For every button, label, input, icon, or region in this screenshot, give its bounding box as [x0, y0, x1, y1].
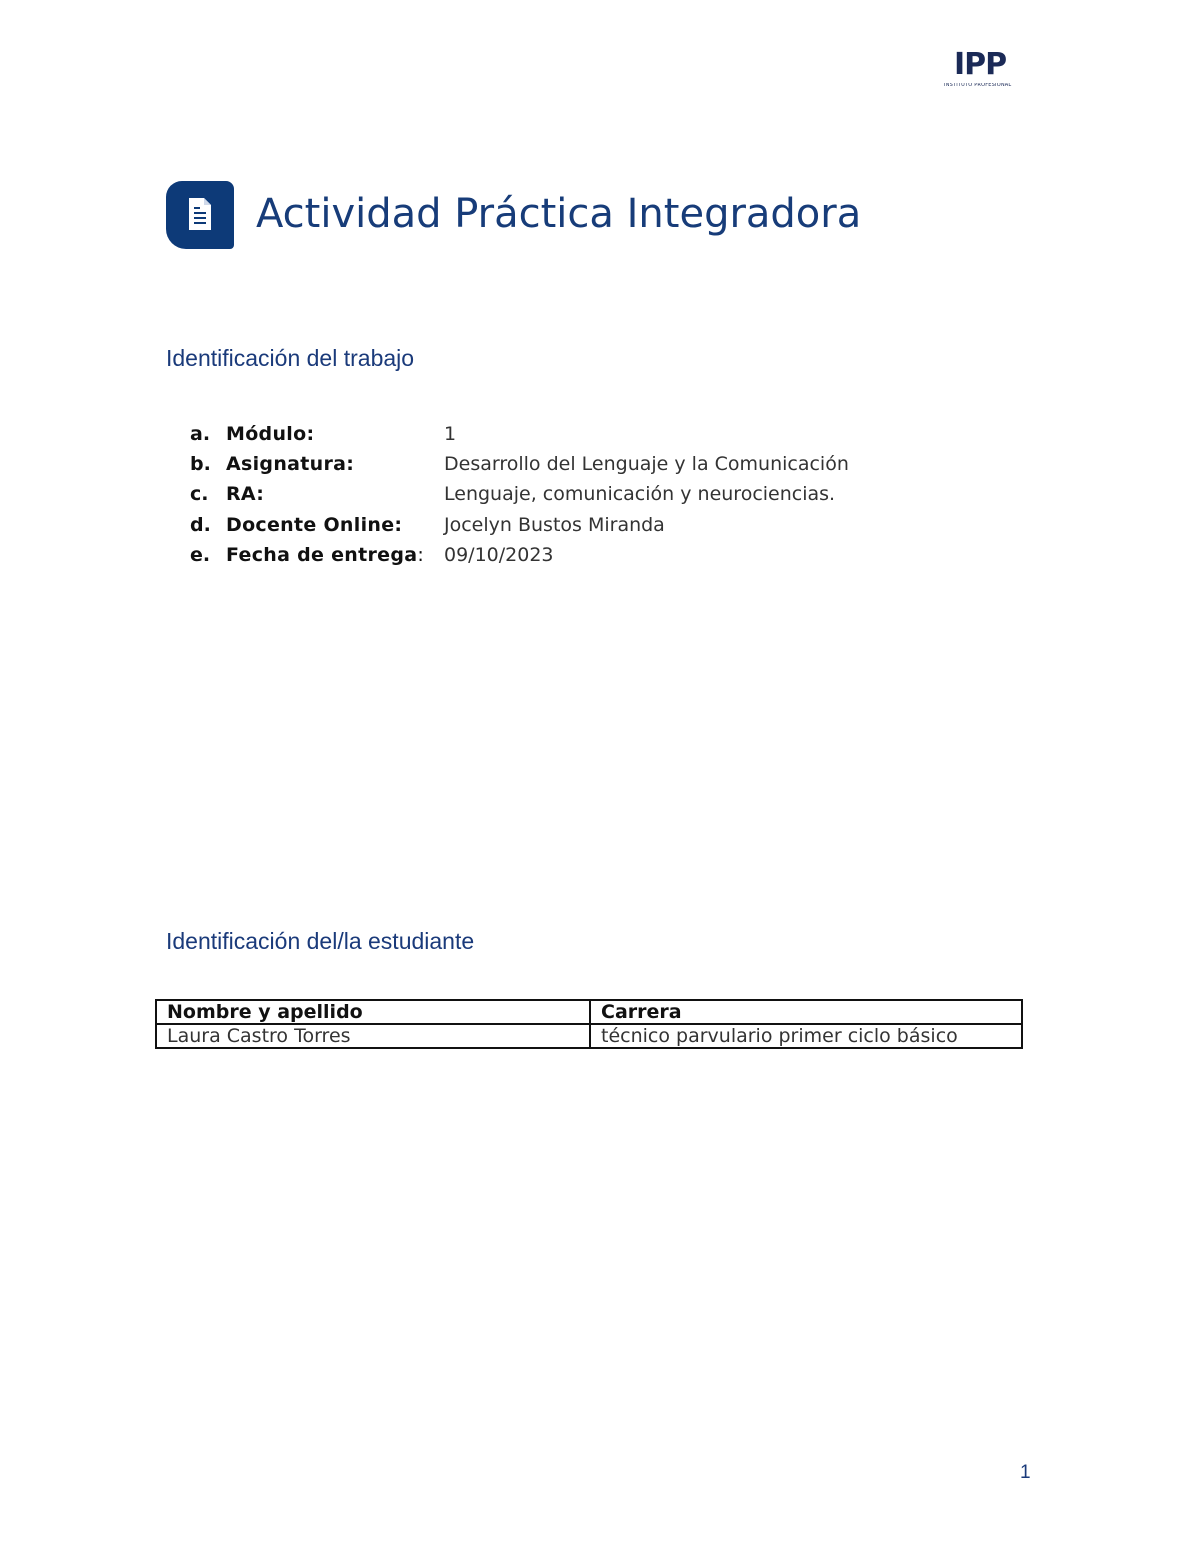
table-cell-career: técnico parvulario primer ciclo básico [590, 1024, 1022, 1048]
list-value: 09/10/2023 [444, 543, 554, 566]
table-header-career: Carrera [590, 1000, 1022, 1024]
table-cell-name: Laura Castro Torres [156, 1024, 590, 1048]
table-header-row [156, 1000, 1022, 1024]
list-letter: b. [190, 453, 211, 476]
work-identification-list [190, 419, 990, 570]
list-label-text: Fecha de entrega [226, 543, 418, 566]
list-item [190, 510, 990, 540]
list-label: Asignatura: [226, 453, 355, 476]
student-identification-heading: Identificación del/la estudiante [166, 928, 475, 954]
document-title: Actividad Práctica Integradora [256, 191, 862, 237]
list-item [190, 479, 990, 509]
list-label: RA: [226, 483, 265, 506]
list-item [190, 540, 990, 570]
list-value: Jocelyn Bustos Miranda [444, 513, 665, 536]
ipp-logo [940, 48, 1020, 92]
table-row [156, 1024, 1022, 1048]
list-letter: e. [190, 543, 211, 566]
list-label: Módulo: [226, 423, 315, 445]
logo-subtext: INSTITUTO PROFESIONAL [944, 83, 1012, 88]
document-icon [166, 181, 234, 249]
list-value: Desarrollo del Lenguaje y la Comunicación [444, 453, 849, 476]
list-label-suffix: : [417, 543, 425, 566]
work-identification-heading: Identificación del trabajo [166, 345, 415, 371]
page-number: 1 [1020, 1462, 1031, 1483]
list-value: 1 [444, 423, 457, 445]
list-label [226, 540, 424, 570]
logo-text: IPP [954, 47, 1007, 82]
student-table [155, 999, 1023, 1049]
table-header-name: Nombre y apellido [156, 1000, 590, 1024]
list-letter: d. [190, 513, 211, 536]
list-letter: c. [190, 483, 209, 506]
list-item [190, 419, 990, 449]
list-value: Lenguaje, comunicación y neurociencias. [444, 483, 836, 506]
list-item [190, 449, 990, 479]
list-label: Docente Online: [226, 513, 403, 536]
list-letter: a. [190, 423, 211, 445]
